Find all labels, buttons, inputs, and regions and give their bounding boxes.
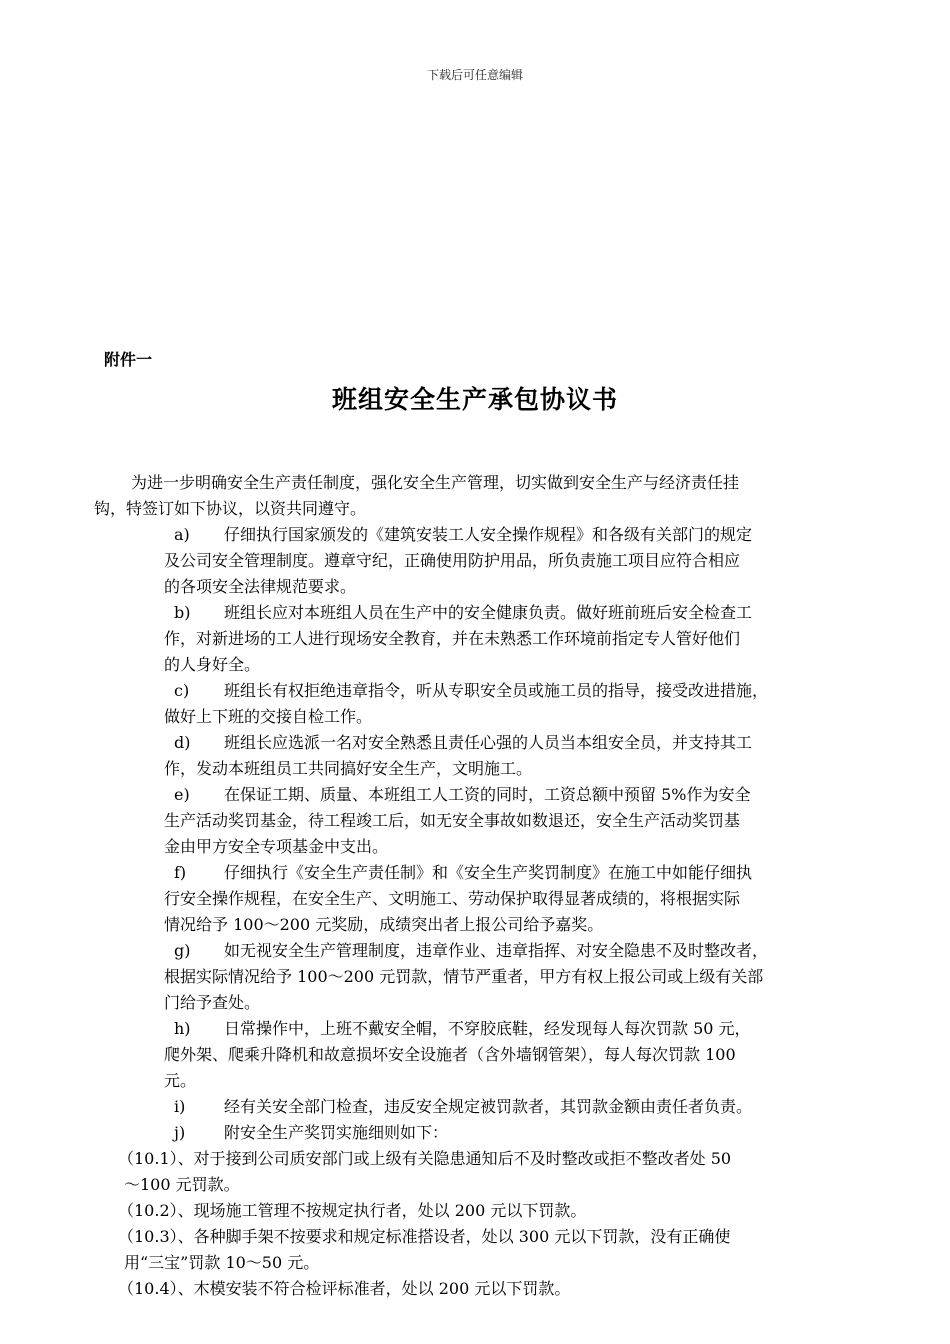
list-item-a [164, 522, 752, 548]
item-label: a) [174, 525, 190, 544]
item-text: 经有关安全部门检查，违反安全规定被罚款者，其罚款金额由责任者负责。 [224, 1097, 753, 1116]
item-text: 仔细执行《安全生产责任制》和《安全生产奖罚制度》在施工中如能仔细执 [224, 863, 753, 882]
list-item-i [164, 1094, 752, 1120]
list-item-j [164, 1120, 448, 1146]
item-text: 仔细执行国家颁发的《建筑安装工人安全操作规程》和各级有关部门的规定 [224, 525, 753, 544]
item-label: c) [174, 681, 190, 700]
item-label: e) [174, 785, 190, 804]
list-item-b [164, 600, 752, 626]
item-text-cont: 及公司安全管理制度。遵章守纪，正确使用防护用品，所负责施工项目应符合相应 [164, 551, 741, 570]
item-text: 在保证工期、质量、本班组工人工资的同时，工资总额中预留 5%作为安全 [224, 785, 751, 804]
header-note: 下载后可任意编辑 [426, 68, 523, 82]
item-text: 日常操作中，上班不戴安全帽，不穿胶底鞋，经发现每人每次罚款 50 元， [224, 1019, 751, 1038]
list-item-h [164, 1016, 751, 1042]
item-text-cont: 的人身好全。 [164, 655, 261, 674]
item-label: f) [174, 863, 187, 882]
item-text-cont: 金由甲方安全专项基金中支出。 [164, 837, 389, 856]
item-label: d) [174, 733, 191, 752]
item-text-cont: 作，对新进场的工人进行现场安全教育，并在未熟悉工作环境前指定专人管好他们 [164, 629, 741, 648]
sub-item-10-2: （10.2）、现场施工管理不按规定执行者，处以 200 元以下罚款。 [118, 1201, 587, 1220]
item-text: 班组长应选派一名对安全熟悉且责任心强的人员当本组安全员，并支持其工 [224, 733, 753, 752]
item-text-cont: 行安全操作规程，在安全生产、文明施工、劳动保护取得显著成绩的，将根据实际 [164, 889, 741, 908]
item-text-cont: 元。 [164, 1071, 197, 1090]
item-text-cont: 门给予查处。 [164, 993, 261, 1012]
item-text-cont: 作，发动本班组员工共同搞好安全生产，文明施工。 [164, 759, 533, 778]
document-title: 班组安全生产承包协议书 [331, 385, 618, 414]
item-text: 班组长有权拒绝违章指令，听从专职安全员或施工员的指导，接受改进措施， [224, 681, 769, 700]
item-label: h) [174, 1019, 191, 1038]
list-item-f [164, 860, 752, 886]
sub-item-10-4: （10.4）、木模安装不符合检评标准者，处以 200 元以下罚款。 [118, 1279, 571, 1298]
item-text-cont: 爬外架、爬乘升降机和故意损坏安全设施者（含外墙钢管架），每人每次罚款 100 [164, 1045, 736, 1064]
attachment-label: 附件一 [104, 350, 153, 369]
intro-line: 钩，特签订如下协议，以资共同遵守。 [94, 499, 367, 518]
item-label: j) [174, 1123, 186, 1142]
item-text-cont: 情况给予 100～200 元奖励，成绩突出者上报公司给予嘉奖。 [164, 915, 604, 934]
list-item-d [164, 730, 752, 756]
item-label: b) [174, 603, 191, 622]
item-text: 班组长应对本班组人员在生产中的安全健康负责。做好班前班后安全检查工 [224, 603, 753, 622]
sub-item-text-cont: ～100 元罚款。 [124, 1175, 240, 1194]
sub-item-10-1: （10.1）、对于接到公司质安部门或上级有关隐患通知后不及时整改或拒不整改者处 50 [118, 1149, 732, 1168]
item-text-cont: 生产活动奖罚基金，待工程竣工后，如无安全事故如数退还，安全生产活动奖罚基 [164, 811, 741, 830]
sub-item-text-cont: 用“三宝”罚款 10～50 元。 [124, 1253, 320, 1272]
item-label: i) [174, 1097, 186, 1116]
item-text-cont: 根据实际情况给予 100～200 元罚款，情节严重者，甲方有权上报公司或上级有关部 [164, 967, 764, 986]
item-text-cont: 的各项安全法律规范要求。 [164, 577, 357, 596]
item-text-cont: 做好上下班的交接自检工作。 [164, 707, 373, 726]
list-item-c [164, 678, 768, 704]
sub-item-10-3: （10.3）、各种脚手架不按要求和规定标准搭设者，处以 300 元以下罚款，没有正确使 [118, 1227, 731, 1246]
list-item-e [164, 782, 750, 808]
item-label: g) [174, 941, 191, 960]
list-item-g [164, 938, 768, 964]
item-text: 如无视安全生产管理制度，违章作业、违章指挥、对安全隐患不及时整改者， [224, 941, 769, 960]
intro-line: 为进一步明确安全生产责任制度，强化安全生产管理，切实做到安全生产与经济责任挂 [131, 473, 740, 492]
item-text: 附安全生产奖罚实施细则如下： [224, 1123, 449, 1142]
